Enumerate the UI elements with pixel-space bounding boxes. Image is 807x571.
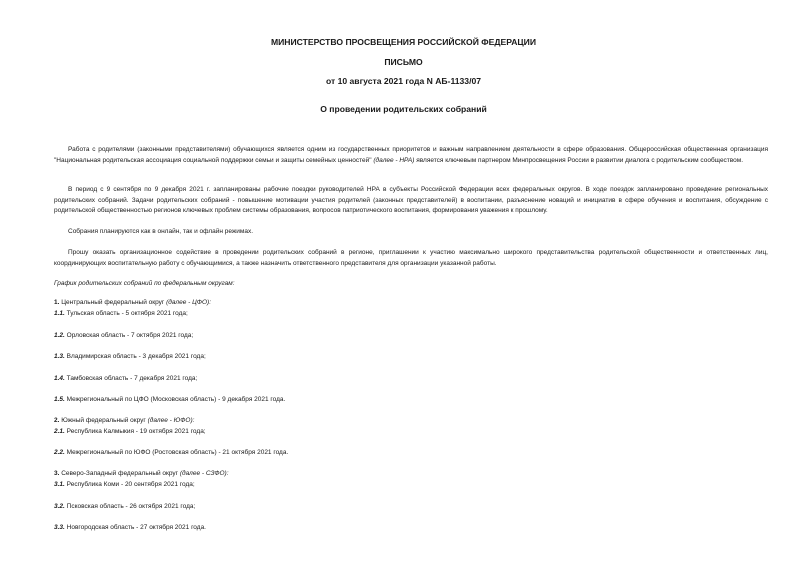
list-item-text: Новгородская область - 27 октября 2021 года. (64, 524, 206, 531)
document-date-number: от 10 августа 2021 года N АБ-1133/07 (325, 76, 482, 86)
district-1-abbreviation: (далее - ЦФО): (166, 299, 211, 306)
paragraph-1-text-a: Работа с родителями (законными представителями) обучающихся является одним из государственных приоритетов и важным направлением деятельности в сфере образования. Общероссийская общественная организация "Национальная родительская ассоциация социальной поддержки семьи и защиты семейных ценностей" (54, 146, 768, 164)
list-item-text: Псковская область - 26 октября 2021 года; (64, 503, 196, 510)
list-item (54, 448, 288, 458)
list-item (54, 309, 188, 319)
list-item (54, 352, 206, 362)
list-item-number: 1.5. (54, 396, 65, 403)
district-2-abbreviation: (далее - ЮФО): (147, 417, 195, 424)
paragraph-2: В период с 9 сентября по 9 декабря 2021 г. запланированы рабочие поездки руководителей НРА в субъекты Российской Федерации всех федеральных округов. В ходе поездок запланировано проведение региональных родительских собраний. Задачи родительских собраний - повышение мотивации участия родителей (законных представителей) в воспитании, разъяснение новаций и инициатив в сфере обучения и воспитания, обсуждение с родительской общественностью регионов ключевых проблем системы образования, вопросов патриотического воспитания, формирования уважения к прошлому. (54, 186, 768, 214)
paragraph-1-text-b: является ключевым партнером Минпросвещения России в развитии диалога с родительским сообществом. (414, 156, 744, 164)
district-2-name: Южный федеральный округ (61, 417, 148, 424)
list-item (54, 502, 195, 512)
list-item-text: Тульская область - 5 октября 2021 года; (64, 310, 188, 317)
list-item-text: Межрегиональный по ЦФО (Московская область) - 9 декабря 2021 года. (64, 396, 286, 403)
paragraph-3: Собрания планируются как в онлайн, так и офлайн режимах. (68, 228, 254, 235)
list-item-text: Тамбовская область - 7 декабря 2021 года; (64, 375, 198, 382)
list-item-number: 1.3. (54, 353, 65, 360)
district-1 (54, 298, 211, 308)
paragraph-4: Прошу оказать организационное содействие в проведении родительских собраний в регионе, приглашении к участию максимально широкого представительства родительской общественности и ответственных лиц, координирующих воспитательную работу с обучающимися, а также назначить ответственного представителя для организации указанной работы. (54, 249, 768, 267)
list-item-number: 1.4. (54, 375, 65, 382)
list-item-text: Республика Коми - 20 сентября 2021 года; (64, 481, 195, 488)
list-item-number: 3.3. (54, 524, 65, 531)
ministry-title: МИНИСТЕРСТВО ПРОСВЕЩЕНИЯ РОССИЙСКОЙ ФЕДЕРАЦИИ (270, 37, 537, 47)
list-item (54, 395, 285, 405)
list-item-number: 3.1. (54, 481, 65, 488)
district-2-number: 2. (54, 417, 60, 424)
district-3 (54, 469, 229, 479)
list-item (54, 331, 193, 341)
list-item-text: Владимирская область - 3 декабря 2021 года; (64, 353, 206, 360)
list-item-number: 1.2. (54, 332, 65, 339)
list-item (54, 374, 197, 384)
list-item-number: 2.2. (54, 449, 65, 456)
list-item (54, 427, 206, 437)
list-item-number: 1.1. (54, 310, 65, 317)
district-3-abbreviation: (далее - СЗФО): (179, 470, 229, 477)
list-item (54, 523, 206, 533)
district-2 (54, 416, 194, 426)
document-type: ПИСЬМО (384, 57, 423, 67)
district-3-name: Северо-Западный федеральный округ (61, 470, 180, 477)
paragraph-1 (54, 145, 768, 166)
paragraph-1-abbreviation: (далее - НРА) (373, 156, 415, 164)
list-item-number: 3.2. (54, 503, 65, 510)
schedule-title: График родительских собраний по федеральным округам: (54, 280, 235, 287)
list-item-text: Орловская область - 7 октября 2021 года; (64, 332, 194, 339)
district-3-number: 3. (54, 470, 60, 477)
district-1-name: Центральный федеральный округ (61, 299, 167, 306)
list-item (54, 480, 195, 490)
document-subject: О проведении родительских собраний (320, 104, 487, 114)
district-1-number: 1. (54, 299, 60, 306)
list-item-text: Республика Калмыкия - 19 октября 2021 года; (64, 428, 206, 435)
list-item-text: Межрегиональный по ЮФО (Ростовская область) - 21 октября 2021 года. (64, 449, 289, 456)
list-item-number: 2.1. (54, 428, 65, 435)
